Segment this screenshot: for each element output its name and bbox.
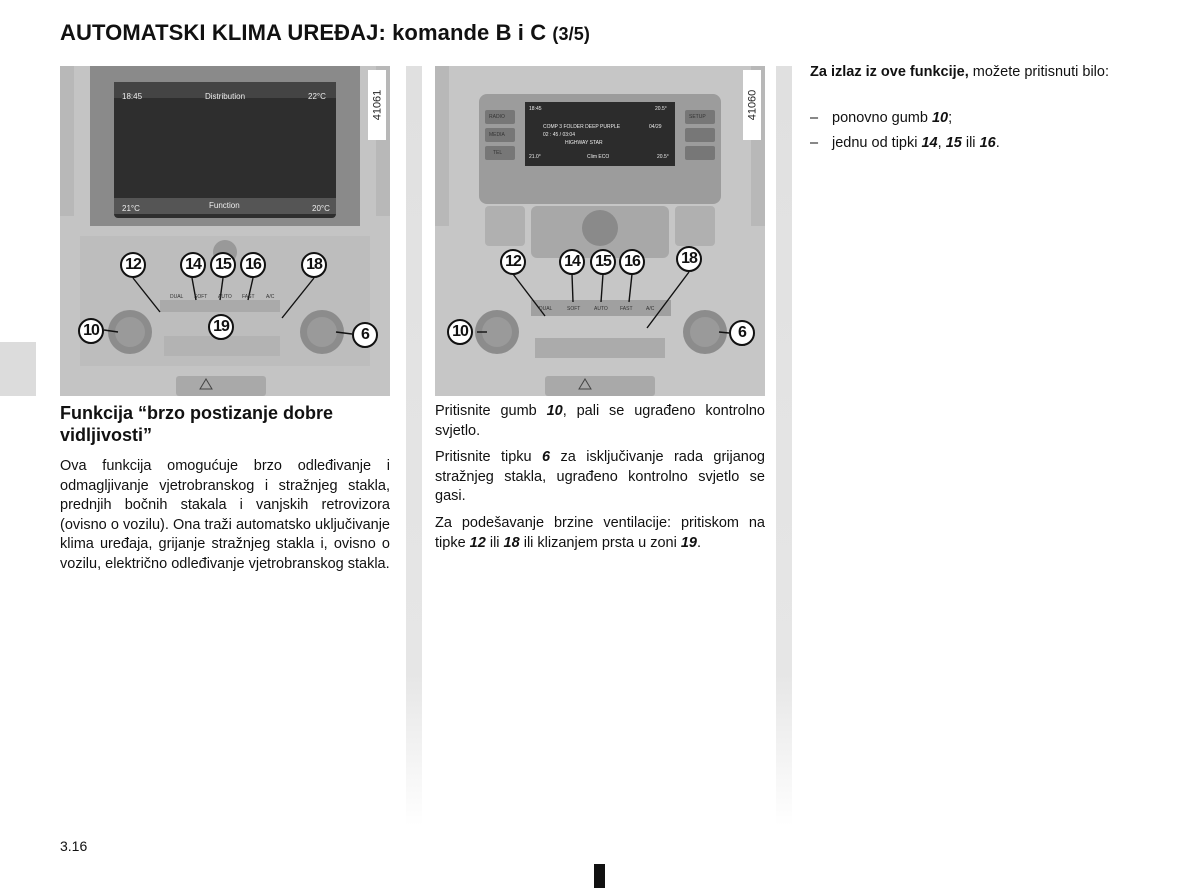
btn-ac: A/C	[266, 294, 275, 300]
exit-intro: Za izlaz iz ove funkcije, možete pritisnuti bilo:	[810, 64, 1109, 80]
callout-16: 16	[240, 252, 266, 278]
section-heading: Funkcija “brzo postizanje dobre vidljivosti”	[60, 403, 334, 445]
ref-6: 6	[542, 449, 551, 465]
screen-function: Function	[209, 201, 240, 210]
screen-source: Distribution	[205, 92, 246, 101]
figure-dashboard-b	[60, 66, 390, 396]
btn-auto: AUTO	[218, 294, 232, 300]
temp-right: 20°C	[312, 204, 330, 213]
callout-14: 14	[180, 252, 206, 278]
callout-15: 15	[590, 249, 616, 275]
list-item: – jednu od tipki 14, 15 ili 16.	[810, 135, 1000, 151]
chapter-tab	[0, 342, 36, 396]
temp-right: 20.5°	[657, 154, 669, 160]
column-gutter-1	[406, 66, 422, 826]
screen-temp: 20.5°	[655, 106, 667, 112]
track-line-2: 02 : 45 / 03:04	[543, 132, 575, 138]
hazard-button	[176, 376, 266, 396]
btn-tel: TEL	[493, 150, 503, 156]
page-title	[60, 20, 590, 46]
dashboard-b-illustration	[60, 66, 390, 396]
btn-dual: DUAL	[539, 306, 553, 312]
callout-15: 15	[210, 252, 236, 278]
callout-12: 12	[500, 249, 526, 275]
instruction-3: Za podešavanje brzine ventilacije: pritiskom na tipke 12 ili 18 ili klizanjem prsta u zoni 19.	[435, 515, 765, 551]
page-number: 3.16	[60, 838, 88, 854]
track-time: 04/29	[649, 124, 662, 130]
dashboard-c-illustration	[435, 66, 765, 396]
ref-10: 10	[546, 403, 563, 419]
ref-19: 19	[680, 534, 697, 551]
callout-6: 6	[352, 322, 378, 348]
callout-12: 12	[120, 252, 146, 278]
btn-fast: FAST	[242, 294, 255, 300]
eco-label: Clim ECO	[587, 154, 610, 160]
btn-ac: A/C	[646, 306, 655, 312]
figure-dashboard-c	[435, 66, 765, 396]
btn-auto: AUTO	[594, 306, 608, 312]
track-line-1: COMP 3 FOLDER DEEP PURPLE	[543, 124, 621, 130]
hazard-button	[545, 376, 655, 396]
ref-12: 12	[469, 534, 486, 551]
volume-knob	[582, 210, 618, 246]
exit-intro-bold: Za izlaz iz ove funkcije,	[810, 64, 969, 80]
instruction-2: Pritisnite tipku 6 za isključivanje rada grijanog stražnjeg stakla, ugrađeno kontrolno svjetlo se gasi.	[435, 449, 765, 505]
callout-16: 16	[619, 249, 645, 275]
figure-code: 41060	[743, 70, 761, 140]
btn-fast: FAST	[620, 306, 633, 312]
exit-options-list	[810, 110, 1000, 160]
btn-setup: SETUP	[689, 114, 706, 120]
touchscreen	[114, 82, 336, 218]
btn-soft: SOFT	[194, 294, 208, 300]
screen-time: 18:45	[122, 92, 143, 101]
btn-radio: RADIO	[489, 114, 505, 120]
temp-left: 21.0°	[529, 154, 541, 160]
track-line-3: HIGHWAY STAR	[565, 140, 603, 146]
screen-time: 18:45	[529, 106, 542, 112]
callout-19: 19	[208, 314, 234, 340]
figure-code: 41061	[368, 70, 386, 140]
btn-media: MEDIA	[489, 132, 505, 138]
instruction-1: Pritisnite gumb 10, pali se ugrađeno kontrolno svjetlo.	[435, 403, 765, 439]
btn-dual: DUAL	[170, 294, 184, 300]
title-text: AUTOMATSKI KLIMA UREĐAJ: komande B i C	[60, 20, 547, 45]
callout-6: 6	[729, 320, 755, 346]
btn-soft: SOFT	[567, 306, 581, 312]
callout-14: 14	[559, 249, 585, 275]
callout-18: 18	[301, 252, 327, 278]
list-item: – ponovno gumb 10;	[810, 110, 953, 126]
title-part: (3/5)	[552, 24, 590, 44]
page-marker	[594, 864, 605, 888]
function-description: Ova funkcija omogućuje brzo odleđivanje i odmagljivanje vjetrobranskog i stražnjeg stakla, prednjih bočnih stakala i vanjskih retrovizora (ovisno o vozilu). Ona traži automatsko uključivanje klima uređaja, grijanje stražnjeg stakla i, ovisno o vozilu, električno odleđivanje vjetrobranskog stakla.	[60, 458, 390, 572]
column-gutter-2	[776, 66, 792, 826]
callout-10: 10	[447, 319, 473, 345]
callout-18: 18	[676, 246, 702, 272]
callout-10: 10	[78, 318, 104, 344]
ref-18: 18	[503, 534, 520, 551]
screen-temp: 22°C	[308, 92, 326, 101]
temp-left: 21°C	[122, 204, 140, 213]
